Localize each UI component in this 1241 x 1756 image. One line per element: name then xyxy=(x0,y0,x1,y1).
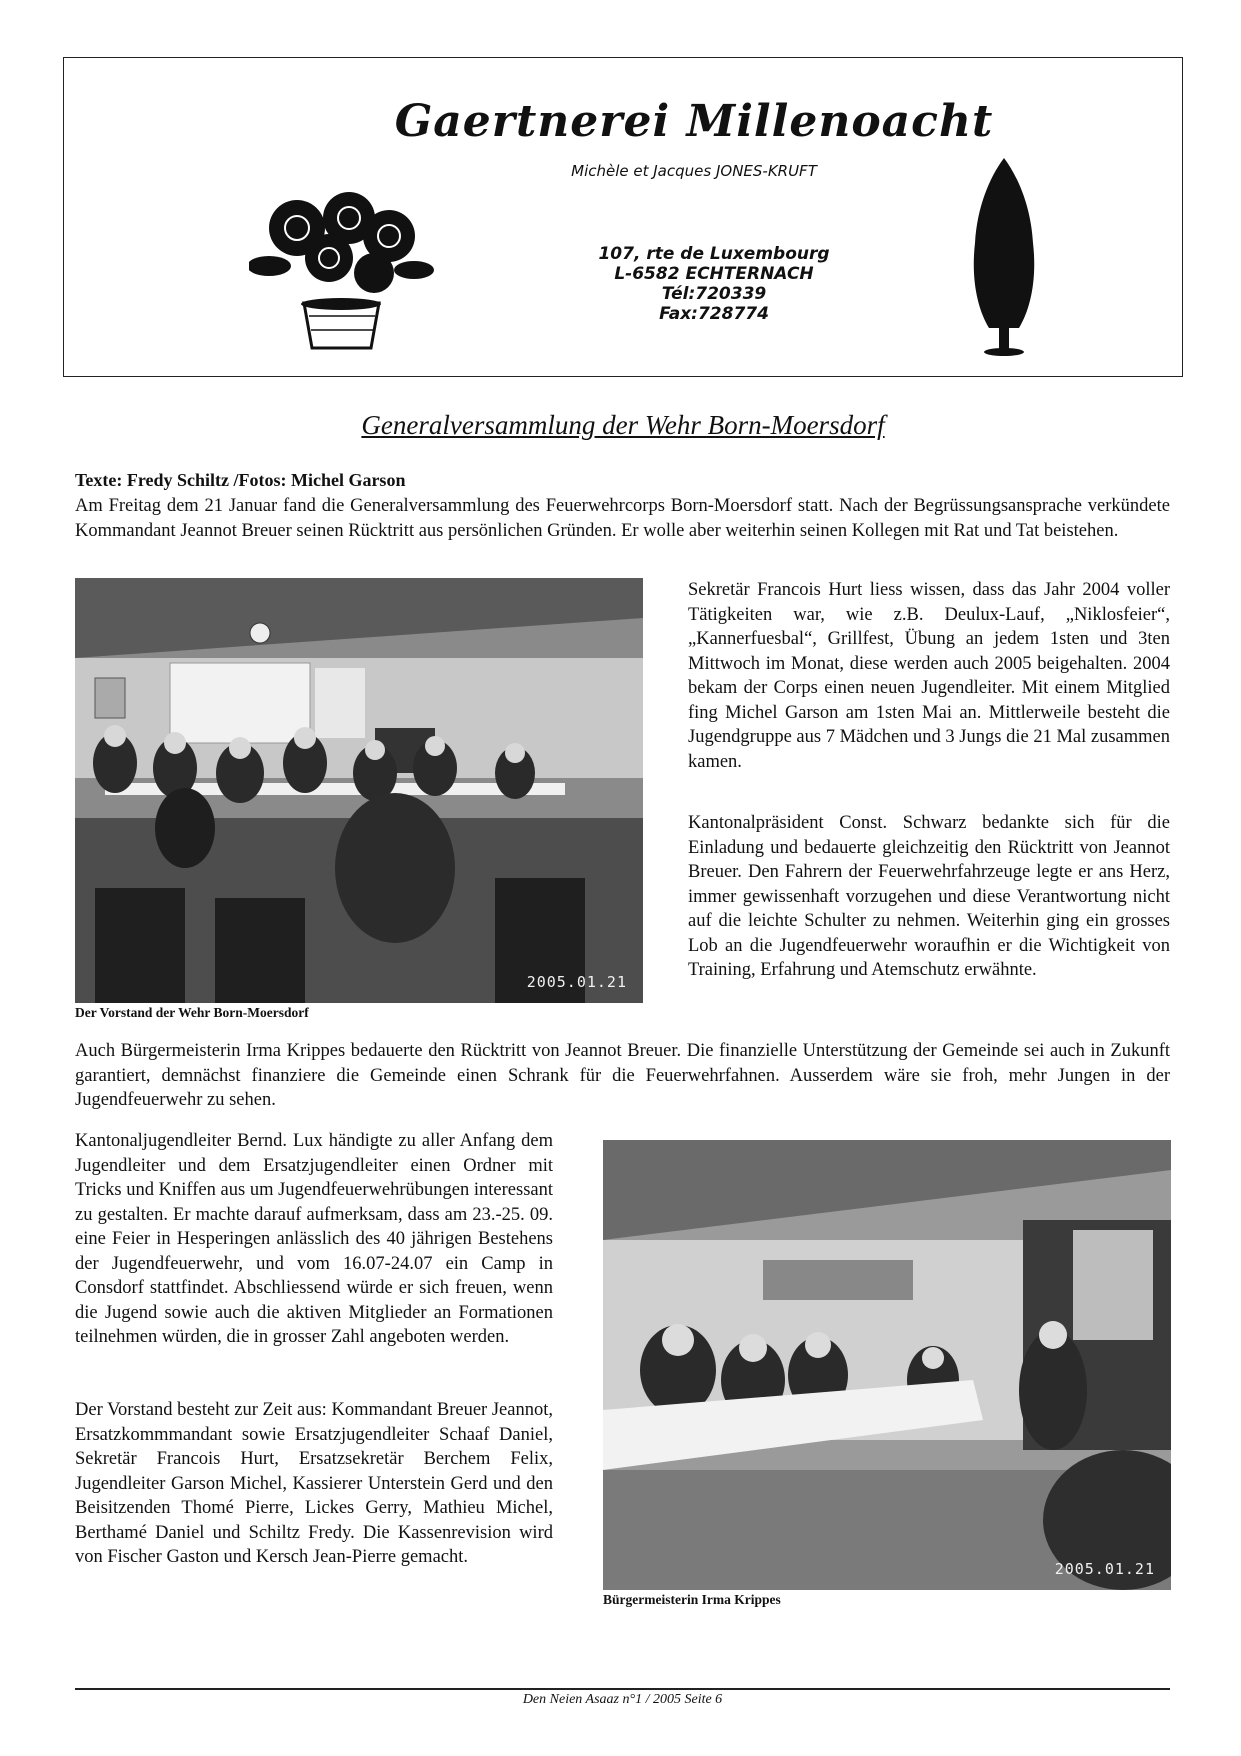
article-byline: Texte: Fredy Schiltz /Fotos: Michel Garson xyxy=(75,470,406,490)
page-footer: Den Neien Asaaz n°1 / 2005 Seite 6 xyxy=(522,1692,723,1707)
article-paragraph-youth-leader: Kantonaljugendleiter Bernd. Lux händigte zu aller Anfang dem Jugendleiter und dem Ersatzjugendleiter einen Ordner mit Tricks und Kniffen aus um Jugendfeuerwehrübungen interessant zu gestalten. Er machte darauf aufmerksam, dass am 23.-25. 09. eine Feier in Hesperingen anlässlich des 40 jährigen Bestehens der Jugendfeuerwehr, und vom 16.07-24.07 ein Camp in Consdorf stattfindet. Abschliessend würde er sich freuen, wenn die Jugend sowie auch die aktiven Mitglieder an Formationen teilnehmen würden, die in grosser Zahl angeboten werden. xyxy=(75,1131,553,1347)
ad-address-street: 107, rte de Luxembourg xyxy=(598,244,830,264)
article-paragraph-secretary: Sekretär Francois Hurt liess wissen, dass das Jahr 2004 voller Tätigkeiten war, wie z.B. Deulux-Lauf, „Niklosfeier“, „Kannerfuesbal“, Grillfest, Übung an jedem 1sten und 3ten Mittwoch im Monat, diese werden auch 2005 beigehalten. 2004 bekam der Corps einen neuen Jugendleiter. Mit einem Mitglied fing Michel Garson am 1sten Mai an. Mittlerweile besteht die Jugendgruppe aus 7 Mädchen und 3 Jungs die 21 Mal zusammen kamen. xyxy=(688,580,1170,772)
ad-address-city: L-6582 ECHTERNACH xyxy=(614,264,814,284)
photo1-date-stamp: 2005.01.21 xyxy=(526,973,627,991)
ad-brand-name: Gaertnerei Millenoacht xyxy=(394,96,994,147)
advertisement-box xyxy=(63,57,1183,377)
cypress-tree-illustration xyxy=(959,158,1049,358)
ad-fax: Fax:728774 xyxy=(659,304,769,324)
article-paragraph-board-members: Der Vorstand besteht zur Zeit aus: Kommandant Breuer Jeannot, Ersatzkommmandant sowie Ersatzjugendleiter Schaaf Daniel, Sekretär Francois Hurt, Ersatzsekretär Berchem Felix, Jugendleiter Garson Michel, Kassierer Unterstein Gerd und den Beisitzenden Thomé Pierre, Lickes Gerry, Mathieu Michel, Berthamé Daniel und Schiltz Fredy. Die Kassenrevision wird von Fischer Gaston und Kersch Jean-Pierre gemacht. xyxy=(75,1400,553,1567)
photo1-caption: Der Vorstand der Wehr Born-Moersdorf xyxy=(75,1005,309,1020)
ad-tel: Tél:720339 xyxy=(661,284,767,304)
footer-divider xyxy=(75,1688,1170,1690)
ad-phone-block xyxy=(594,284,834,324)
photo-board-meeting xyxy=(75,578,643,1003)
ad-address xyxy=(534,244,894,284)
flower-pot-illustration xyxy=(249,188,434,363)
ad-owners: Michèle et Jacques JONES-KRUFT xyxy=(571,162,817,180)
article-paragraph-cantonal-president: Kantonalpräsident Const. Schwarz bedankte sich für die Einladung und bedauerte gleichzeitig den Rücktritt von Jeannot Breuer. Den Fahrern der Feuerwehrfahrzeuge legte er ans Herz, immer gewissenhaft vorzugehen und diese Verantwortung nicht auf die leichte Schulter zu nehmen. Weiterhin ging ein grosses Lob an die Jugendfeuerwehr woraufhin er die Wichtigkeit von Training, Erfahrung und Atemschutz erwähnte. xyxy=(688,813,1170,980)
article-paragraph-mayor: Auch Bürgermeisterin Irma Krippes bedauerte den Rücktritt von Jeannot Breuer. Die finanzielle Unterstützung der Gemeinde sei auch in Zukunft garantiert, demnächst finanziere die Gemeinde einen Schrank für die Feuerwehrfahnen. Ausserdem wäre sie froh, mehr Jungen in der Jugendfeuerwehr zu sehen. xyxy=(75,1041,1170,1110)
article-headline: Generalversammlung der Wehr Born-Moersdorf xyxy=(361,410,885,440)
photo2-caption: Bürgermeisterin Irma Krippes xyxy=(603,1592,781,1607)
photo-mayor-speaking xyxy=(603,1140,1171,1590)
article-intro-paragraph: Am Freitag dem 21 Januar fand die Generalversammlung des Feuerwehrcorps Born-Moersdorf statt. Nach der Begrüssungsansprache verkündete Kommandant Jeannot Breuer seinen Rücktritt aus persönlichen Gründen. Er wolle aber weiterhin seinen Kollegen mit Rat und Tat beistehen. xyxy=(75,496,1170,541)
photo2-date-stamp: 2005.01.21 xyxy=(1054,1560,1155,1578)
